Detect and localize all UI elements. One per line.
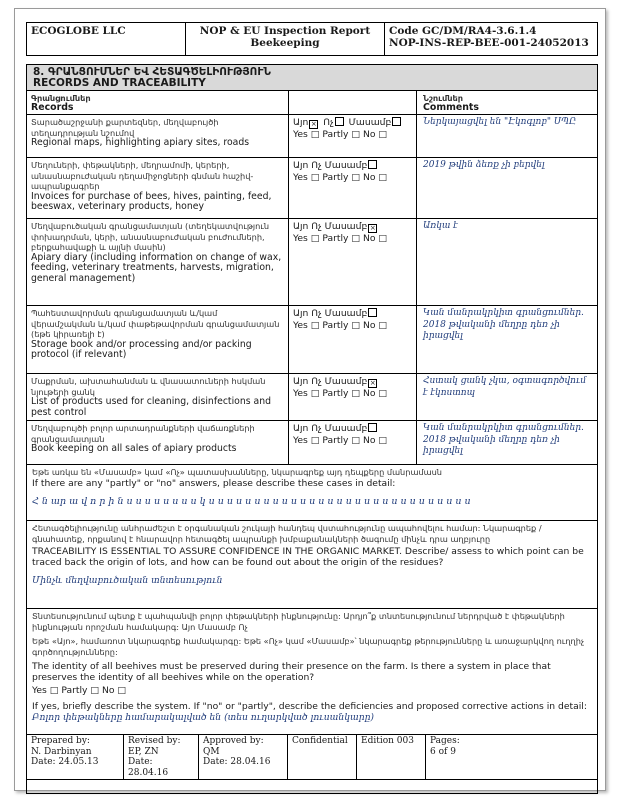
beehive-question-en: The identity of all beehives must be preserved during their presence on the farm. Is there a system in place that preserves the identity of all beehives while on the operation? [32, 660, 551, 684]
comment-cell: Կան մանրակրկիտ գրանցումներ. 2018 թվականի մեղրը դեռ չի իրացվել [423, 308, 584, 341]
prepared-name: N. Darbinyan [31, 746, 92, 757]
checkbox-partly[interactable] [368, 308, 377, 317]
record-en: Book keeping on all sales of apiary products [31, 443, 237, 455]
comment-cell: Առկա է [423, 221, 458, 231]
answer-cell [289, 158, 417, 218]
record-hy: Տարածաշրջանի քարտեզներ, մեղվաբույծի տեղադրության նշումով [31, 117, 219, 138]
report-title [186, 23, 385, 56]
table-row [27, 158, 597, 219]
comment-cell: Ներկայացվել են "Էկոգլոբ" ՍՊԸ [423, 117, 577, 127]
answer-options-hy: Այո Ոչ Մասամբ [293, 376, 368, 387]
approved-by-cell [199, 735, 288, 780]
comments-column-header [417, 91, 597, 114]
answer-cell [289, 306, 417, 373]
comment-cell: Կան մանրակրկիտ գրանցումներ. 2018 թվականի մեղրը դեռ չի իրացվել [423, 423, 584, 456]
comments-header-hy: Նշումներ [423, 93, 464, 103]
record-cell [27, 421, 289, 464]
confidential-cell: Confidential [288, 735, 357, 780]
document-code [385, 23, 598, 56]
section-title-en: RECORDS AND TRACEABILITY [33, 77, 206, 89]
beehive-instructions-en: If yes, briefly describe the system. If "no" or "partly", describe the deficiencies and proposed corrective actions in detail: [32, 700, 587, 712]
report-title-line1: NOP & EU Inspection Report [199, 25, 371, 37]
beehive-options[interactable]: Yes □ Partly □ No □ [32, 685, 127, 697]
beehive-instructions-hy: Եթե «Այո», համառոտ նկարագրեք համակարգը: Եթե «Ոչ» կամ «Մասամբ»՝ նկարագրեք թերությունները և առաջարկվող ուղղիչ գործողությունները: [32, 635, 585, 658]
prepared-by-cell [27, 735, 124, 780]
answer-cell [289, 421, 417, 464]
record-en: Storage book and/or processing and/or packing protocol (if relevant) [31, 338, 252, 361]
pages-label: Pages: [430, 736, 460, 746]
beehive-identity-block [27, 609, 597, 735]
answer-cell [289, 219, 417, 305]
record-hy: Մեղվաբուծական գրանցամատյան (տեղեկատվություն փոխադրման, կերի, անասնաբուժական բուժումների, բերքահավաքի և այլնի մասին) [31, 221, 270, 253]
answer-options-en: Yes □ Partly □ No □ [293, 129, 388, 140]
document-code-line2: NOP-INS-REP-BEE-001-24052013 [389, 37, 589, 49]
record-en: Apiary diary (including information on change of wax, feeding, veterinary treatments, harvests, migration, general management) [31, 251, 282, 284]
revised-name: EP, ZN [128, 746, 159, 757]
document-footer [26, 734, 598, 780]
answer-options-en: Yes □ Partly □ No □ [293, 435, 388, 446]
record-hy: Մեղուների, փեթակների, մեղրամոմի, կերերի, անասնաբուժական դեղամիջոցների գնման հաշիվ-ապրանքագրեր [31, 160, 254, 192]
record-hy: Մեղվաբույծի բոլոր արտադրանքների վաճառքների գրանցամատյան [31, 423, 255, 444]
answer-options-en: Yes □ Partly □ No □ [293, 388, 388, 399]
checkbox-yes[interactable] [309, 120, 318, 129]
answer-options-en: Yes □ Partly □ No □ [293, 172, 388, 183]
company-name: ECOGLOBE LLC [27, 23, 186, 56]
options-column-header [289, 91, 417, 114]
records-section [26, 64, 598, 794]
answer-options-hy: Այո Ոչ Մասամբ [293, 308, 368, 319]
record-en: Regional maps, highlighting apiary sites, roads [31, 137, 250, 149]
beehive-answer: Բոլոր փեթակները համարակալված են (տես ուղարկված լուսանկարը) [32, 712, 375, 724]
partly-answer: Հ ն ար ա վ ո ր ի ն ս ս ս ս ս ս ս ս կ ս ս ս ս ս ս ս ս ս ս ս ս ս ս ս ս ս ս ս ս ս ս ս ս ս ս ս ս ս [32, 495, 471, 507]
revised-by-cell [124, 735, 199, 780]
edition-cell: Edition 003 [357, 735, 426, 780]
answer-options-hy: Այո Ոչ Մասամբ [293, 160, 368, 171]
checkbox-partly[interactable] [368, 423, 377, 432]
traceability-question-hy: Հետագծելիությունը անհրաժեշտ է օրգանական շուկայի հանդեպ վստահությունը ապահովելու համար: Նկարագրեք / գնահատեք, որքանով է հնարավոր հետագծել ապրանքի խմբաքանակների ծագումը մինչև դրա աղբյուրը [32, 523, 542, 545]
approved-label: Approved by: [203, 736, 264, 746]
revised-date: Date: 28.04.16 [128, 757, 169, 778]
table-row [27, 374, 597, 421]
partly-question-en: If there are any "partly" or "no" answers, please describe these cases in detail: [32, 478, 396, 490]
records-column-header [27, 91, 289, 114]
checkbox-partly[interactable] [392, 117, 401, 126]
traceability-question-en: TRACEABILITY IS ESSENTIAL TO ASSURE CONFIDENCE IN THE ORGANIC MARKET. Describe/ assess to which point can be traced back the origin of lots, and how can be found out about the origin of the residues? [32, 545, 584, 569]
record-cell [27, 374, 289, 420]
checkbox-partly[interactable] [368, 379, 377, 388]
record-cell [27, 115, 289, 157]
answer-options-hy: Այո Ոչ Մասամբ [293, 423, 368, 434]
record-cell [27, 158, 289, 218]
checkbox-no[interactable] [335, 117, 344, 126]
answer-options-hy: Այո Ոչ Մասամբ [293, 221, 368, 232]
table-row [27, 115, 597, 158]
traceability-answer: Մինչև մեղվաբուծական տնտեսություն [32, 574, 223, 586]
pages-cell [426, 735, 598, 780]
approved-date: Date: 28.04.16 [203, 757, 271, 767]
checkbox-partly[interactable] [368, 160, 377, 169]
checkbox-yes[interactable] [368, 224, 377, 233]
column-header-row [27, 91, 597, 115]
record-hy: Պահեստավորման գրանցամատյան և/կամ վերամշակման և/կամ փաթեթավորման գրանցամատյան (եթե կիրառելի է) [31, 308, 280, 340]
beehive-question-hy: Տնտեսությունում պետք է պահպանվի բոլոր փեթակների ինքնությունը: Արդյո՞ք տնտեսությունում ներդրված է փեթակների ինքնության որոշման համակարգ: Այո Մասամբ Ոչ [32, 611, 565, 633]
report-title-line2: Beekeeping [250, 37, 320, 49]
revised-label: Revised by: [128, 736, 181, 746]
table-row [27, 219, 597, 306]
record-cell [27, 219, 289, 305]
approved-name: QM [203, 746, 220, 757]
prepared-label: Prepared by: [31, 736, 90, 746]
answer-options-en: Yes □ Partly □ No □ [293, 320, 388, 331]
document-header [26, 22, 598, 56]
answer-options-hy: Այո× Ոչ Մասամբ [293, 117, 403, 128]
answer-cell [289, 374, 417, 420]
comments-header-en: Comments [423, 102, 479, 113]
section-title [27, 65, 597, 91]
table-row [27, 421, 597, 465]
record-en: Invoices for purchase of bees, hives, painting, feed, beeswax, veterinary products, honey [31, 190, 272, 213]
answer-cell [289, 115, 417, 157]
section-title-hy: 8. ԳՐԱՆՑՈՒՄՆԵՐ ԵՎ ՀԵՏԱԳԾԵԼԻՈՒԹՅՈՒՆ [33, 66, 271, 78]
table-row [27, 306, 597, 374]
prepared-date: Date: 24.05.13 [31, 757, 99, 767]
record-en: List of products used for cleaning, disinfections and pest control [31, 396, 272, 418]
partly-description-block [27, 465, 597, 521]
record-cell [27, 306, 289, 373]
records-header-hy: Գրանցումներ [31, 93, 91, 103]
answer-options-en: Yes □ Partly □ No □ [293, 233, 388, 244]
pages-value: 6 of 9 [430, 746, 456, 757]
partly-question-hy: Եթե առկա են «Մասամբ» կամ «Ոչ» պատասխանները, նկարագրեք այդ դեպքերը մանրամասն [32, 467, 442, 477]
document-code-line1: Code GC/DM/RA4-3.6.1.4 [389, 25, 537, 37]
records-header-en: Records [31, 102, 74, 113]
record-hy: Մաքրման, ախտահանման և վնասատուների հսկման նյութերի ցանկ [31, 376, 266, 397]
comment-cell: Հստակ ցանկ չկա, օգտագործվում է էկոստոպ [423, 376, 587, 398]
comment-cell: 2019 թվին ձեռք չի բերվել [423, 160, 545, 170]
traceability-block [27, 521, 597, 609]
